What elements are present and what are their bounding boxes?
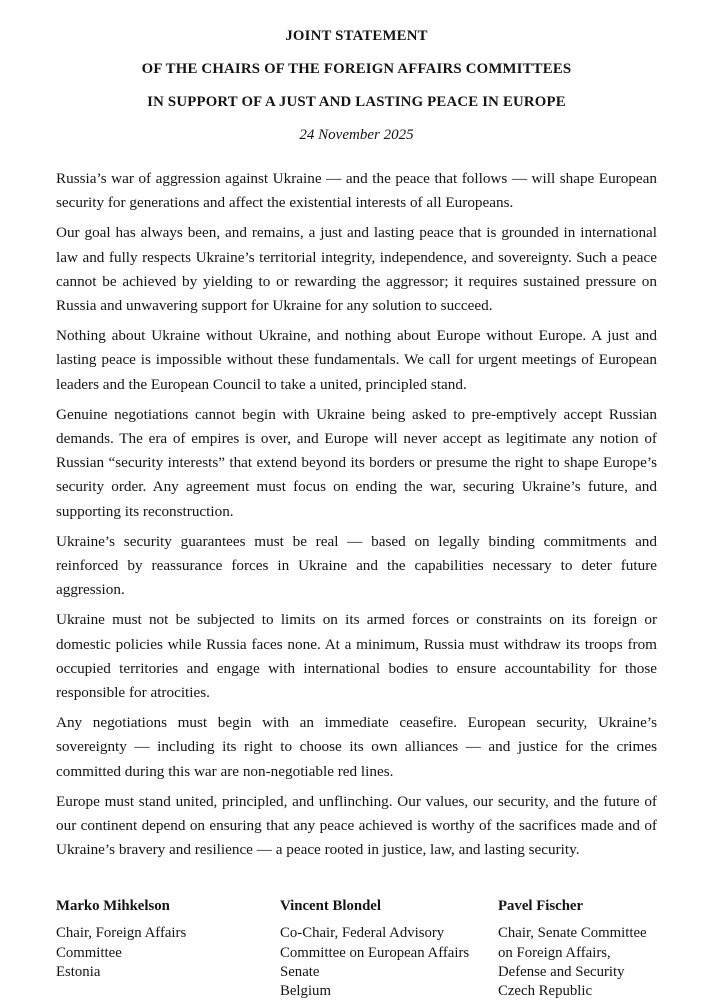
signatory-name: Marko Mihkelson (56, 898, 170, 915)
signatory-country: Czech Republic (498, 983, 593, 1000)
paragraph: Europe must stand united, principled, and unflinching. Our values, our security, and the future of our continent depend on ensuring that any peace achieved is worthy of the sacrifices made and of Ukraine’s bravery and resilience — a peace rooted in justice, law, and lasting security. (56, 792, 657, 859)
signatory-org: Senate (280, 963, 320, 980)
document-date: 24 November 2025 (299, 127, 414, 143)
title-line-1: JOINT STATEMENT (285, 28, 428, 44)
signatory-name: Pavel Fischer (498, 898, 584, 915)
signatory-role: Chair, Senate Committee on Foreign Affairs, Defense and Security (498, 925, 647, 980)
paragraph: Genuine negotiations cannot begin with Ukraine being asked to pre-emptively accept Russian demands. The era of empires is over, and Europe will never accept as legitimate any notion of Russian “security interests” that extend beyond its borders or presume the right to shape Europe’s security order. Any agreement must focus on ending the war, securing Ukraine’s future, and supporting its reconstruction. (56, 405, 657, 520)
title-line-2: OF THE CHAIRS OF THE FOREIGN AFFAIRS COMMITTEES (141, 61, 572, 77)
paragraph: Ukraine must not be subjected to limits on its armed forces or constraints on its foreign or domestic policies while Russia faces none. At a minimum, Russia must withdraw its troops from occupied territories and engage with international bodies to ensure accountability for those responsible for atrocities. (56, 611, 657, 702)
signatory-block (498, 898, 657, 1000)
paragraph: Our goal has always been, and remains, a just and lasting peace that is grounded in international law and fully respects Ukraine’s territorial integrity, independence, and sovereignty. Such a peace cannot be achieved by yielding to or rewarding the aggressor; it requires sustained pressure on Russia and unwavering support for Ukraine for any solution to succeed. (56, 224, 657, 315)
title-line-3: IN SUPPORT OF A JUST AND LASTING PEACE IN EUROPE (147, 94, 566, 110)
paragraph: Ukraine’s security guarantees must be real — based on legally binding commitments and reinforced by reassurance forces in Ukraine and the capabilities necessary to deter future aggression. (56, 532, 657, 599)
paragraph: Any negotiations must begin with an immediate ceasefire. European security, Ukraine’s sovereignty — including its right to choose its own alliances — and justice for the crimes committed during this war are non-negotiable red lines. (56, 714, 657, 780)
signatory-block (56, 898, 280, 1000)
paragraph: Nothing about Ukraine without Ukraine, and nothing about Europe without Europe. A just and lasting peace is impossible without these fundamentals. We call for urgent meetings of European leaders and the European Council to take a united, principled stand. (56, 327, 657, 393)
signatory-name: Vincent Blondel (280, 898, 381, 915)
signatory-role: Chair, Foreign Affairs Committee (56, 925, 187, 961)
signatory-role: Co-Chair, Federal Advisory Committee on European Affairs (280, 925, 470, 961)
signatory-block (280, 898, 498, 1000)
document-title (56, 28, 657, 111)
paragraph: Russia’s war of aggression against Ukraine — and the peace that follows — will shape European security for generations and affect the existential interests of all Europeans. (56, 170, 657, 212)
document-body (56, 167, 657, 862)
signatory-country: Estonia (56, 963, 101, 980)
signature-section (56, 898, 657, 1000)
signatory-country: Belgium (280, 983, 331, 1000)
